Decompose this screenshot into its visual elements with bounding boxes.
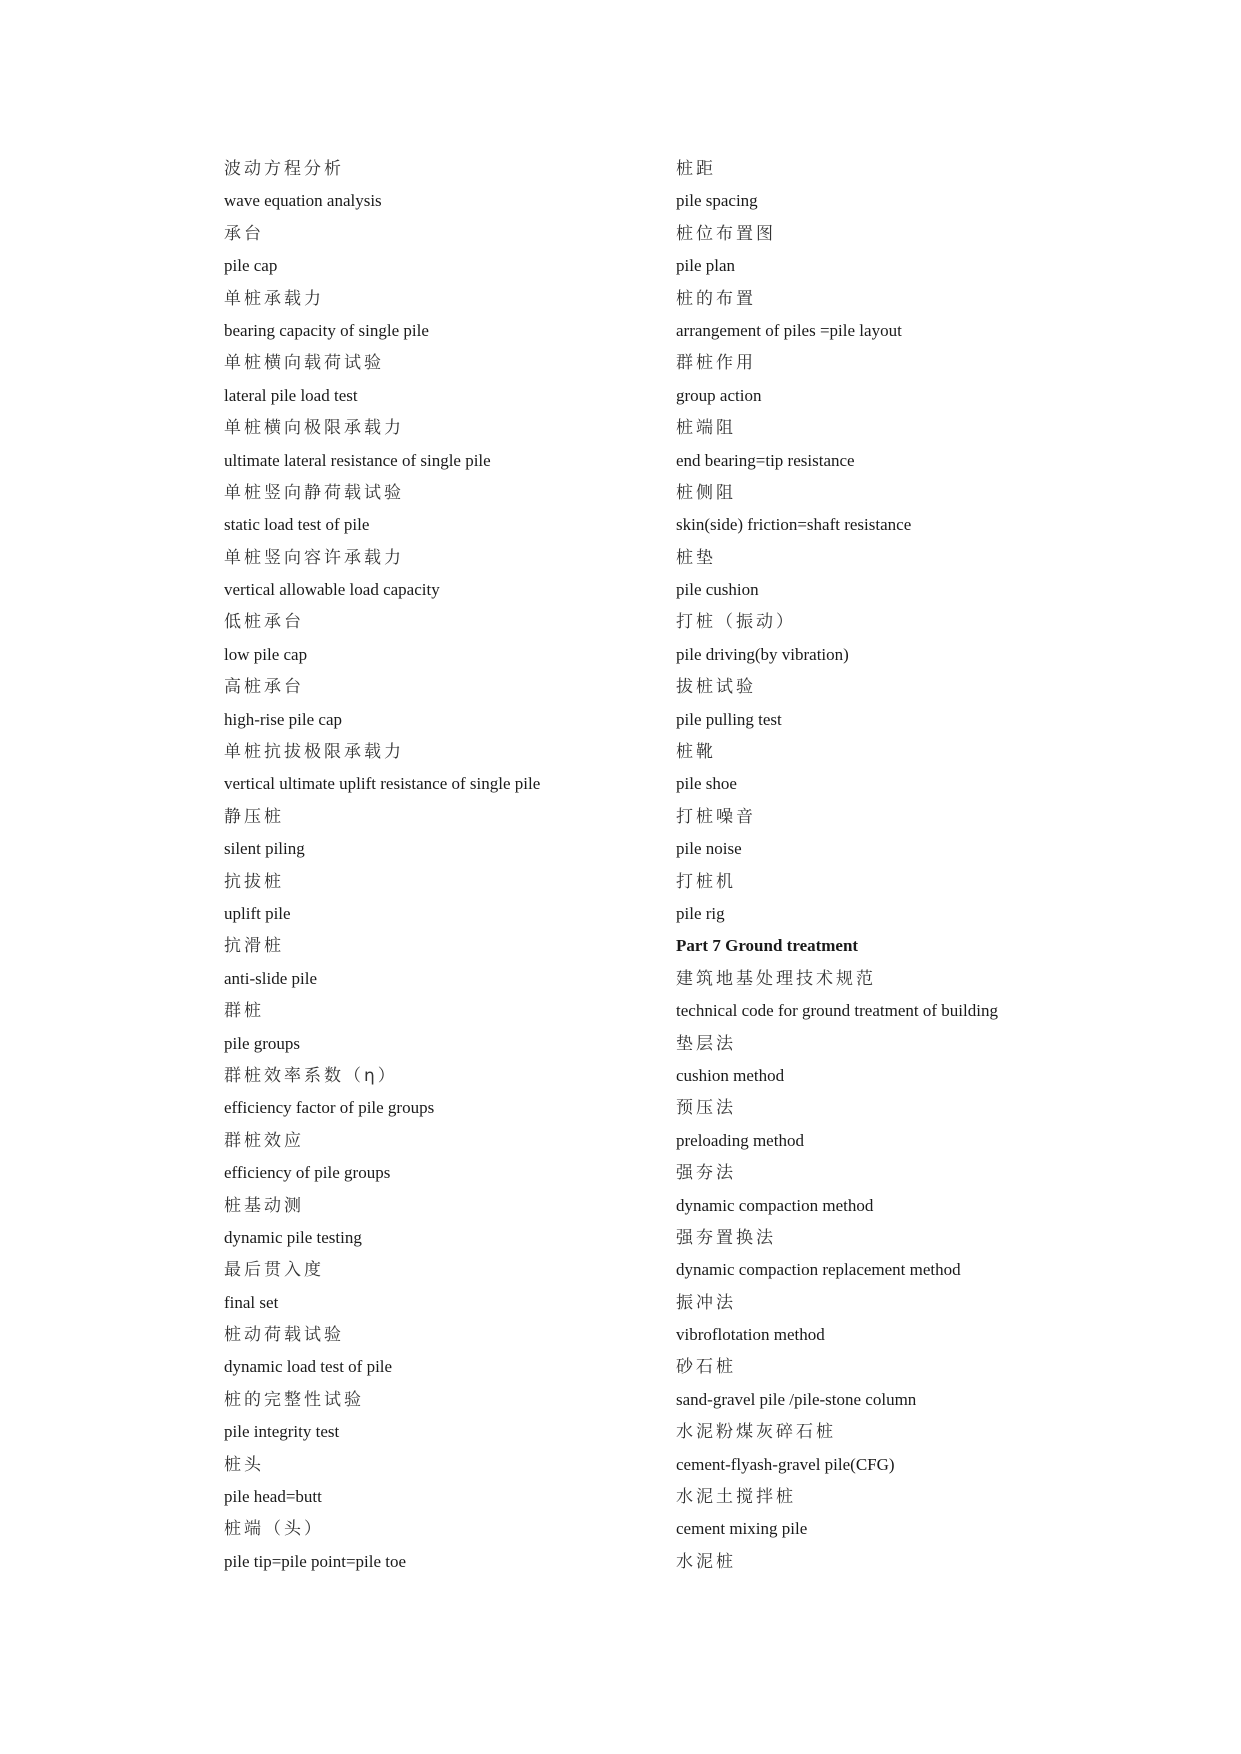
glossary-term-english: cement mixing pile	[676, 1519, 808, 1539]
glossary-term-chinese: 桩端（头）	[224, 1519, 324, 1540]
glossary-left-column	[224, 153, 644, 1578]
glossary-term-chinese: 抗拔桩	[224, 871, 284, 892]
glossary-term-chinese: 振冲法	[676, 1292, 736, 1313]
glossary-term-english: wave equation analysis	[224, 191, 382, 211]
glossary-term-english: pile integrity test	[224, 1422, 340, 1442]
glossary-term-chinese: 桩垫	[676, 547, 716, 568]
glossary-term-english: preloading method	[676, 1130, 804, 1150]
glossary-term-chinese: 桩动荷载试验	[224, 1325, 344, 1346]
glossary-term-chinese: 建筑地基处理技术规范	[676, 968, 876, 989]
glossary-term-chinese: 砂石桩	[676, 1357, 736, 1378]
glossary-term-chinese: 强夯法	[676, 1163, 736, 1184]
glossary-term-chinese: 低桩承台	[224, 612, 304, 633]
glossary-term-english: ultimate lateral resistance of single pile	[224, 450, 491, 470]
glossary-term-chinese: 桩端阻	[676, 418, 736, 439]
glossary-term-english: arrangement of piles =pile layout	[676, 320, 902, 340]
glossary-term-english: pile spacing	[676, 191, 758, 211]
glossary-term-chinese: 拔桩试验	[676, 677, 756, 698]
glossary-term-chinese: 单桩竖向静荷载试验	[224, 482, 404, 503]
glossary-term-english: pile pulling test	[676, 709, 782, 729]
glossary-term-english: end bearing=tip resistance	[676, 450, 855, 470]
glossary-term-english: cushion method	[676, 1065, 785, 1085]
glossary-term-english: dynamic compaction replacement method	[676, 1260, 961, 1280]
glossary-term-chinese: 桩的完整性试验	[224, 1389, 364, 1410]
glossary-term-chinese: 桩的布置	[676, 288, 756, 309]
glossary-term-english: pile shoe	[676, 774, 737, 794]
glossary-term-english: low pile cap	[224, 644, 308, 664]
glossary-term-chinese: 水泥粉煤灰碎石桩	[676, 1422, 836, 1443]
glossary-term-chinese: 桩靴	[676, 742, 716, 763]
glossary-term-chinese: 抗滑桩	[224, 936, 284, 957]
glossary-term-english: pile noise	[676, 839, 742, 859]
section-heading: Part 7 Ground treatment	[676, 936, 859, 956]
glossary-term-english: pile cap	[224, 256, 278, 276]
glossary-term-english: pile groups	[224, 1033, 301, 1053]
glossary-term-english: skin(side) friction=shaft resistance	[676, 515, 912, 535]
glossary-term-chinese: 群桩作用	[676, 353, 756, 374]
glossary-term-chinese: 群桩效率系数（η）	[224, 1065, 398, 1086]
glossary-term-chinese: 群桩效应	[224, 1130, 304, 1151]
glossary-term-chinese: 打桩（振动）	[676, 612, 796, 633]
glossary-term-english: pile head=butt	[224, 1487, 322, 1507]
glossary-term-chinese: 静压桩	[224, 806, 284, 827]
glossary-term-english: dynamic compaction method	[676, 1195, 874, 1215]
glossary-term-english: static load test of pile	[224, 515, 370, 535]
glossary-term-chinese: 单桩承载力	[224, 288, 324, 309]
glossary-term-english: pile driving(by vibration)	[676, 644, 849, 664]
glossary-term-chinese: 最后贯入度	[224, 1260, 324, 1281]
glossary-term-chinese: 桩距	[676, 159, 716, 179]
glossary-term-chinese: 桩头	[224, 1454, 264, 1475]
glossary-term-english: dynamic pile testing	[224, 1227, 362, 1247]
glossary-term-english: efficiency factor of pile groups	[224, 1098, 435, 1118]
glossary-term-chinese: 预压法	[676, 1098, 736, 1119]
glossary-term-chinese: 单桩竖向容许承载力	[224, 547, 404, 568]
glossary-term-chinese: 强夯置换法	[676, 1227, 776, 1248]
glossary-term-english: sand-gravel pile /pile-stone column	[676, 1389, 917, 1409]
glossary-term-english: pile rig	[676, 903, 725, 923]
glossary-term-chinese: 桩侧阻	[676, 482, 736, 503]
glossary-term-chinese: 桩基动测	[224, 1195, 304, 1216]
glossary-term-chinese: 桩位布置图	[676, 223, 776, 244]
glossary-term-english: vertical allowable load capacity	[224, 580, 440, 600]
glossary-term-english: technical code for ground treatment of building	[676, 1001, 998, 1021]
glossary-term-english: final set	[224, 1292, 279, 1312]
glossary-term-chinese: 承台	[224, 223, 264, 244]
glossary-term-english: efficiency of pile groups	[224, 1163, 391, 1183]
glossary-term-chinese: 单桩横向极限承载力	[224, 418, 404, 439]
glossary-term-english: group action	[676, 385, 762, 405]
glossary-term-chinese: 打桩机	[676, 871, 736, 892]
glossary-term-chinese: 高桩承台	[224, 677, 304, 698]
glossary-term-english: uplift pile	[224, 903, 291, 923]
glossary-term-english: silent piling	[224, 839, 305, 859]
glossary-term-english: pile tip=pile point=pile toe	[224, 1551, 407, 1571]
glossary-term-chinese: 垫层法	[676, 1033, 736, 1054]
glossary-term-chinese: 打桩噪音	[676, 806, 756, 827]
glossary-term-chinese: 群桩	[224, 1001, 264, 1022]
glossary-term-english: anti-slide pile	[224, 968, 318, 988]
glossary-term-english: bearing capacity of single pile	[224, 320, 429, 340]
glossary-term-english: pile cushion	[676, 580, 759, 600]
glossary-term-chinese: 单桩抗拔极限承载力	[224, 742, 404, 763]
glossary-term-english: high-rise pile cap	[224, 709, 343, 729]
glossary-term-chinese: 水泥土搅拌桩	[676, 1487, 796, 1508]
glossary-right-column	[676, 153, 1116, 1578]
glossary-term-english: vibroflotation method	[676, 1325, 825, 1345]
glossary-term-chinese: 水泥桩	[676, 1551, 736, 1572]
glossary-term-chinese: 波动方程分析	[224, 159, 344, 179]
glossary-term-english: lateral pile load test	[224, 385, 358, 405]
glossary-term-english: pile plan	[676, 256, 736, 276]
glossary-term-chinese: 单桩横向载荷试验	[224, 353, 384, 374]
glossary-term-english: cement-flyash-gravel pile(CFG)	[676, 1454, 895, 1474]
glossary-term-english: vertical ultimate uplift resistance of single pile	[224, 774, 541, 794]
glossary-term-english: dynamic load test of pile	[224, 1357, 393, 1377]
